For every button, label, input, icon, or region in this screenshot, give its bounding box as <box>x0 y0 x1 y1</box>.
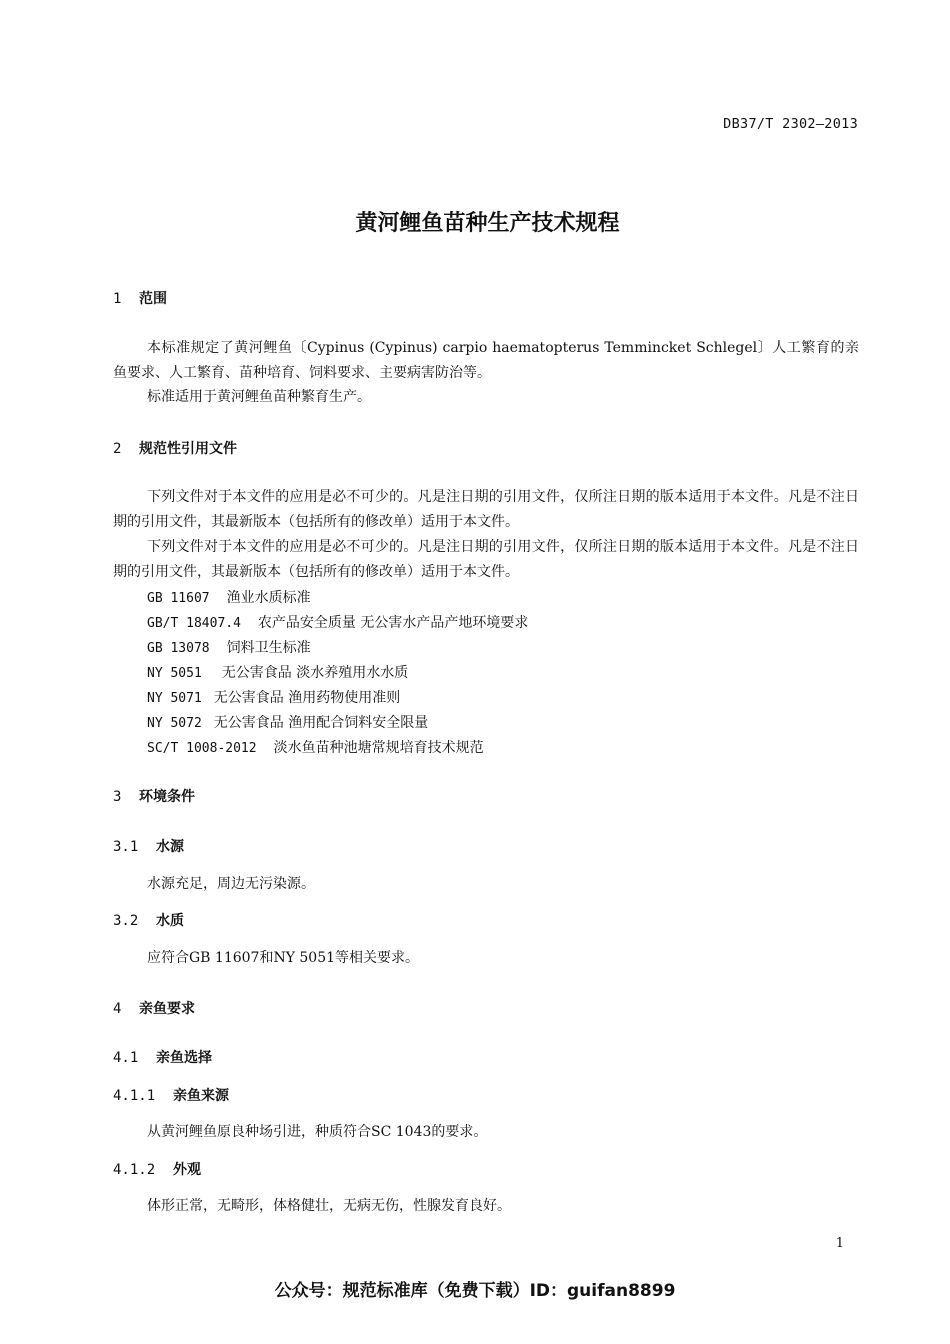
section-2-paragraph-1: 下列文件对于本文件的应用是必不可少的。凡是注日期的引用文件，仅所注日期的版本适用于本文件。凡是不注日期的引用文件，其最新版本（包括所有的修改单）适用于本文件。 <box>113 489 859 530</box>
section-title: 范围 <box>139 291 167 307</box>
section-4-heading <box>113 998 195 1018</box>
section-3-1-heading <box>113 836 184 856</box>
reference-title: 淡水鱼苗种池塘常规培育技术规范 <box>273 740 484 756</box>
section-1-paragraph-2: 标准适用于黄河鲤鱼苗种繁育生产。 <box>147 389 371 405</box>
section-number: 2 <box>113 441 122 457</box>
reference-title: 农产品安全质量 无公害水产品产地环境要求 <box>257 615 529 631</box>
section-title: 亲鱼要求 <box>139 1001 195 1017</box>
section-number: 3.1 <box>113 839 139 855</box>
reference-item <box>147 662 408 682</box>
section-title: 亲鱼选择 <box>156 1050 212 1066</box>
reference-code: GB 13078 <box>147 641 210 656</box>
section-4-1-1-heading <box>113 1085 229 1105</box>
section-4-1-1-text: 从黄河鲤鱼原良种场引进，种质符合SC 1043的要求。 <box>147 1124 488 1140</box>
reference-code: GB/T 18407.4 <box>147 616 241 631</box>
section-number: 3.2 <box>113 913 139 929</box>
section-3-1-text: 水源充足，周边无污染源。 <box>147 876 315 892</box>
footer-watermark: 公众号：规范标准库（免费下载）ID：guifan8899 <box>274 1281 676 1301</box>
reference-item <box>147 612 528 632</box>
section-number: 4.1.1 <box>113 1088 156 1104</box>
section-3-2-text: 应符合GB 11607和NY 5051等相关要求。 <box>147 950 420 966</box>
section-3-2-heading <box>113 910 184 930</box>
reference-code: NY 5051 <box>147 666 202 681</box>
reference-item <box>147 737 484 757</box>
reference-title: 无公害食品 渔用药物使用准则 <box>213 690 401 706</box>
section-title: 亲鱼来源 <box>173 1088 229 1104</box>
section-1-paragraph-1: 本标准规定了黄河鲤鱼〔Cypinus (Cypinus) carpio haematopterus Temmincket Schlegel〕人工繁育的亲鱼要求、人工繁育、苗种培育、饲料要求、主要病害防治等。 <box>113 340 859 381</box>
reference-code: GB 11607 <box>147 591 210 606</box>
reference-code: SC/T 1008-2012 <box>147 741 257 756</box>
reference-code: NY 5071 <box>147 691 202 706</box>
section-2-paragraph-2: 下列文件对于本文件的应用是必不可少的。凡是注日期的引用文件，仅所注日期的版本适用于本文件。凡是不注日期的引用文件，其最新版本（包括所有的修改单）适用于本文件。 <box>113 539 859 580</box>
reference-code: NY 5072 <box>147 716 202 731</box>
reference-title: 无公害食品 淡水养殖用水水质 <box>221 665 409 681</box>
section-4-1-2-heading <box>113 1159 201 1179</box>
section-title: 水源 <box>156 839 184 855</box>
document-title: 黄河鲤鱼苗种生产技术规程 <box>355 211 620 236</box>
standard-code: DB37/T 2302—2013 <box>723 116 858 132</box>
section-number: 1 <box>113 291 122 307</box>
section-number: 3 <box>113 789 122 805</box>
page-number: 1 <box>835 1236 844 1251</box>
reference-item <box>147 637 311 657</box>
reference-title: 渔业水质标准 <box>226 590 311 606</box>
section-title: 规范性引用文件 <box>139 441 237 457</box>
section-title: 外观 <box>173 1162 201 1178</box>
section-2-heading <box>113 438 237 458</box>
section-1-heading <box>113 288 167 308</box>
reference-item <box>147 587 311 607</box>
section-number: 4 <box>113 1001 122 1017</box>
section-number: 4.1 <box>113 1050 139 1066</box>
section-title: 环境条件 <box>139 789 195 805</box>
section-4-1-2-text: 体形正常，无畸形，体格健壮，无病无伤，性腺发育良好。 <box>147 1198 511 1214</box>
reference-title: 无公害食品 渔用配合饲料安全限量 <box>213 715 429 731</box>
reference-title: 饲料卫生标准 <box>226 640 311 656</box>
section-title: 水质 <box>156 913 184 929</box>
section-number: 4.1.2 <box>113 1162 156 1178</box>
section-4-1-heading <box>113 1047 212 1067</box>
reference-item <box>147 687 400 707</box>
reference-item <box>147 712 428 732</box>
section-3-heading <box>113 786 195 806</box>
